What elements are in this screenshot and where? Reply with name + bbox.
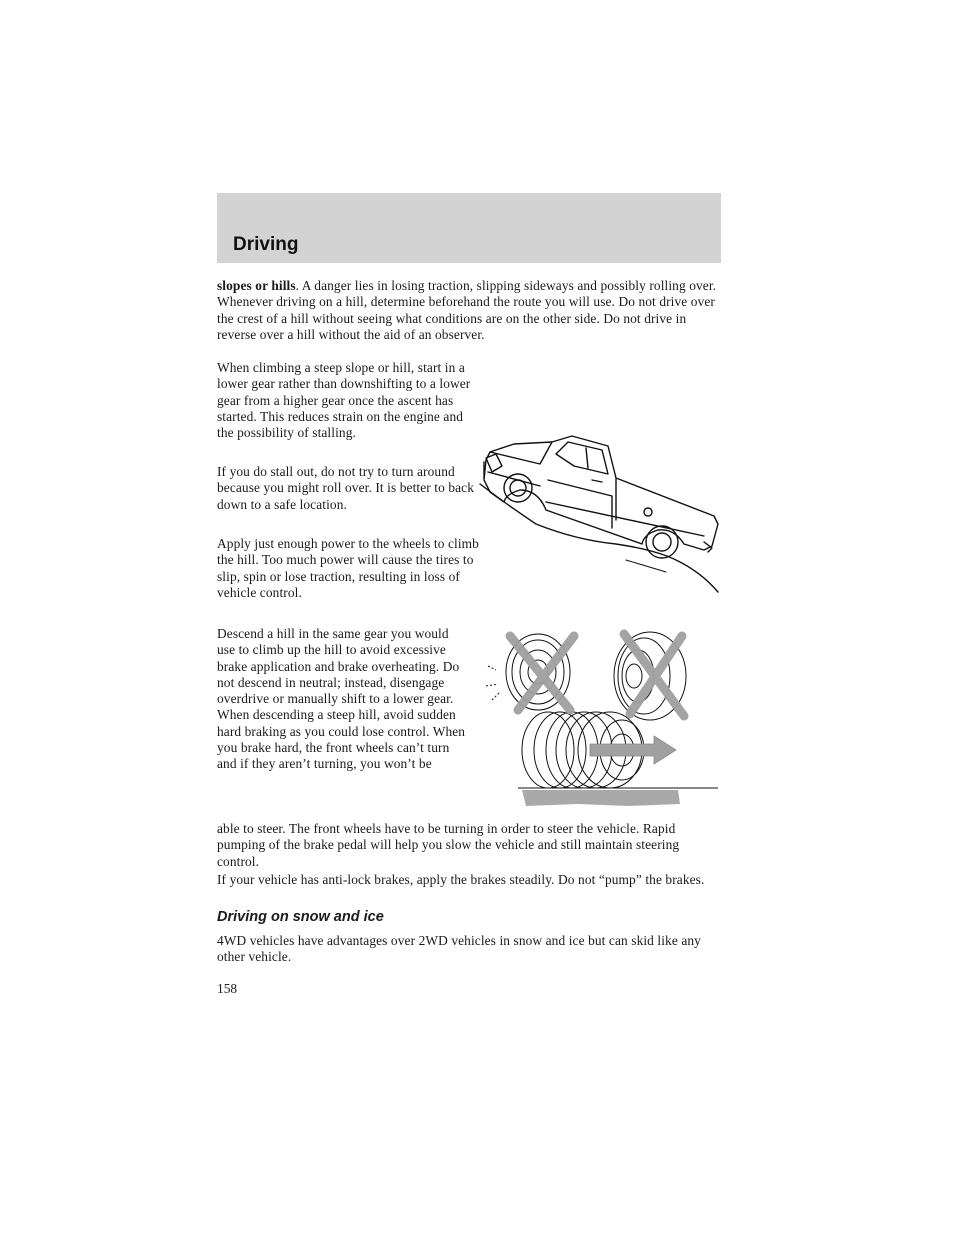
paragraph-4wd: 4WD vehicles have advantages over 2WD vehicles in snow and ice but can skid like any other vehicle. [217, 933, 701, 965]
page-number: 158 [217, 981, 238, 996]
paragraph-steer: able to steer. The front wheels have to be turning in order to steer the vehicle. Rapid pumping of the brake pedal will help you slow the vehicle and still maintain steering control. [217, 821, 680, 869]
paragraph-slopes-text: . A danger lies in losing traction, slipping sideways and possibly rolling over. Whenever driving on a hill, determine beforehand the route you will use. Do not drive over the crest of a hill without seeing what conditions are on the other side. Do not drive in reverse over a hill without the aid of an observer. [217, 278, 717, 342]
bold-lead: slopes or hills [217, 278, 296, 293]
paragraph-descend: Descend a hill in the same gear you would use to climb up the hill to avoid excessive brake application and brake overheating. Do not descend in neutral; instead, disengage overdrive or manually shift to a lower gear. When descending a steep hill, avoid sudden hard braking as you could lose control. When you brake hard, the front wheels can’t turn and if they aren’t turning, you won’t be [217, 626, 466, 772]
paragraph-antilock: If your vehicle has anti-lock brakes, apply the brakes steadily. Do not “pump” the brakes. [217, 872, 705, 887]
paragraph-stall: If you do stall out, do not try to turn around because you might roll over. It is better to back down to a safe location. [217, 464, 475, 512]
paragraph-power: Apply just enough power to the wheels to climb the hill. Too much power will cause the tires to slip, spin or lose traction, resulting in loss of vehicle control. [217, 536, 479, 600]
section-header-band [217, 193, 721, 263]
section-title: Driving [233, 234, 299, 255]
paragraph-slopes [217, 278, 721, 343]
subheading-snow-ice: Driving on snow and ice [217, 909, 384, 925]
paragraph-climbing: When climbing a steep slope or hill, start in a lower gear rather than downshifting to a lower gear from a higher gear once the ascent has started. This reduces strain on the engine and the possibility of stalling. [217, 360, 471, 441]
wheel-skid-illustration [478, 626, 724, 812]
truck-on-hill-illustration [476, 432, 722, 594]
